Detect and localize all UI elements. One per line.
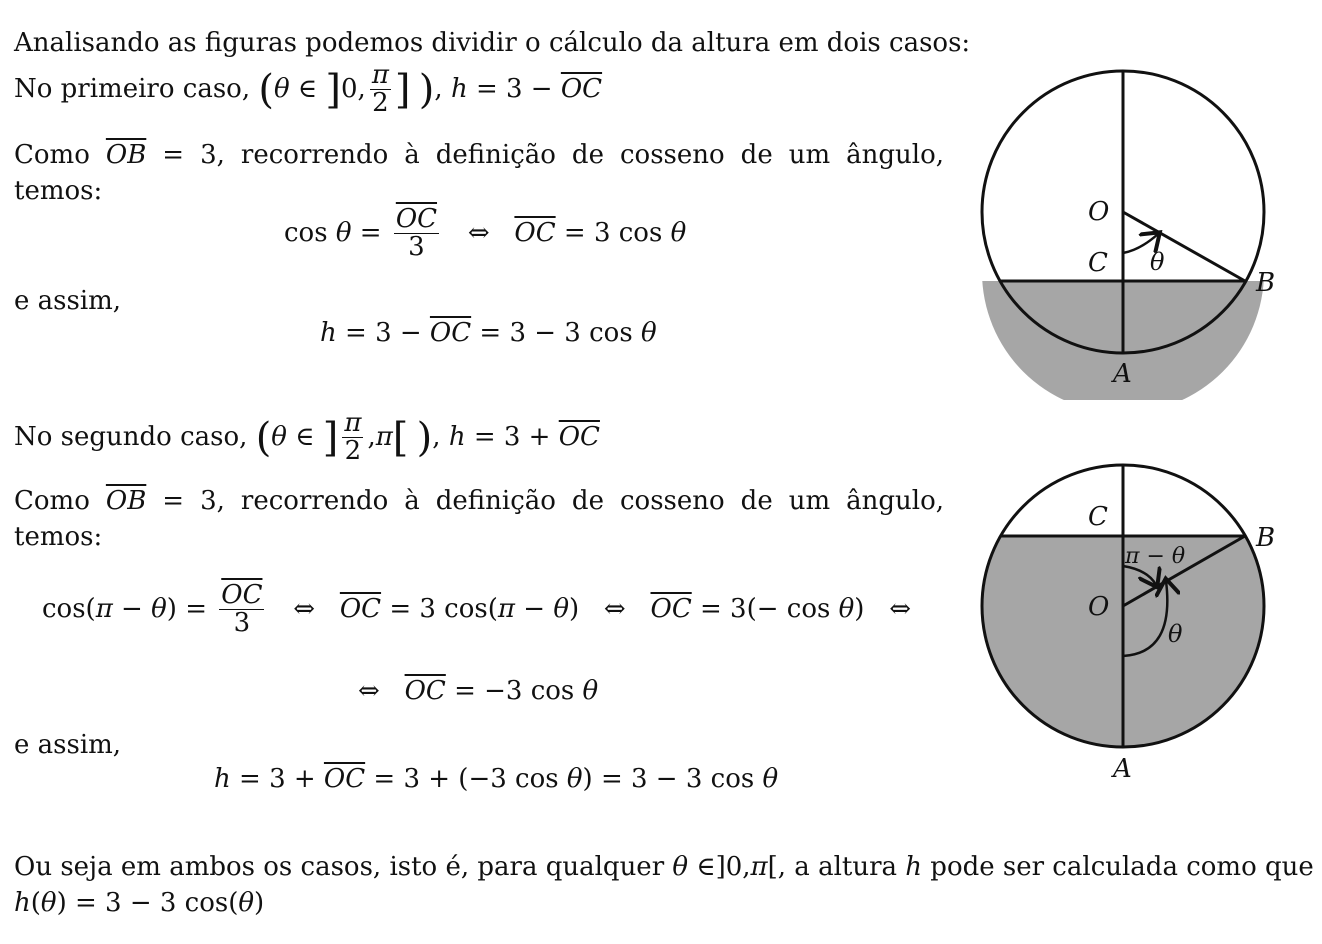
case2-assim: e assim, <box>14 730 122 760</box>
case2-eq1: cos(π − θ) = $\frac{\overline{OC}}{3}$ ⇔ $\overline{OC} = 3$ cos(π − θ) ⇔ $\overline{OC} = 3(- \cos \theta)$ ⇔ <box>42 580 911 639</box>
label-theta: θ <box>1150 248 1165 276</box>
label-b: B <box>1256 523 1276 553</box>
label-c: C <box>1088 502 1108 532</box>
label-o: O <box>1088 592 1110 622</box>
case2-h-rule: $h = 3 + \overline{OC}$ <box>448 421 600 452</box>
label-o: O <box>1088 197 1110 227</box>
case2-eq3: $h = 3 + \overline{OC} = 3 + (-3$ cos θ) = 3 − 3 cos θ <box>214 764 779 794</box>
case1-como: Como $\overline{OB} = 3$, recorrendo à definição de cosseno de um ângulo, <box>14 140 945 170</box>
label-a: A <box>1113 754 1132 784</box>
conclusion-line2: h(θ) = 3 − 3 cos(θ) <box>14 888 265 918</box>
case1-interval: (θ ∈ ]0, $\frac{\pi}{2}$ ] ) <box>258 60 435 119</box>
case2-eq2: ⇔ $\overline{OC} = -3$ cos θ <box>358 676 599 706</box>
label-theta: θ <box>1168 620 1183 648</box>
case2-como: Como $\overline{OB} = 3$, recorrendo à definição de cosseno de um ângulo, <box>14 486 945 516</box>
case1-lead: No primeiro caso, <box>14 73 251 104</box>
conclusion-line1: Ou seja em ambos os casos, isto é, para qualquer θ ∈]0,π[, a altura h pode ser calculada como que <box>14 852 1314 882</box>
case1-assim: e assim, <box>14 286 122 316</box>
case2-heading: No segundo caso, (θ ∈ ] $\frac{\pi}{2}$ ,π[ ), $h = 3 + \overline{OC}$ <box>14 408 600 467</box>
case1-temos: temos: <box>14 176 103 206</box>
label-pi-minus-theta: π − θ <box>1125 544 1186 569</box>
circle-figure-2 <box>970 455 1290 795</box>
case1-heading: No primeiro caso, (θ ∈ ]0, $\frac{\pi}{2}$ ] ), $h = 3 - \overline{OC}$ <box>14 60 603 119</box>
case2-lead: No segundo caso, <box>14 421 248 452</box>
circle-figure-1 <box>970 60 1290 400</box>
intro-text: Analisando as figuras podemos dividir o cálculo da altura em dois casos: <box>14 28 971 58</box>
case2-interval: (θ ∈ ] $\frac{\pi}{2}$ ,π[ ) <box>255 408 433 467</box>
case2-temos: temos: <box>14 522 103 552</box>
label-a: A <box>1113 359 1132 389</box>
label-b: B <box>1256 268 1276 298</box>
case1-eq1: cos θ = $\frac{\overline{OC}}{3}$ ⇔ $\overline{OC} = 3$ cos θ <box>284 204 687 263</box>
case1-eq2: $h = 3 - \overline{OC} = 3 - 3$ cos θ <box>320 318 657 348</box>
case1-h-rule: $h = 3 - \overline{OC}$ <box>450 73 603 104</box>
label-c: C <box>1088 248 1108 278</box>
